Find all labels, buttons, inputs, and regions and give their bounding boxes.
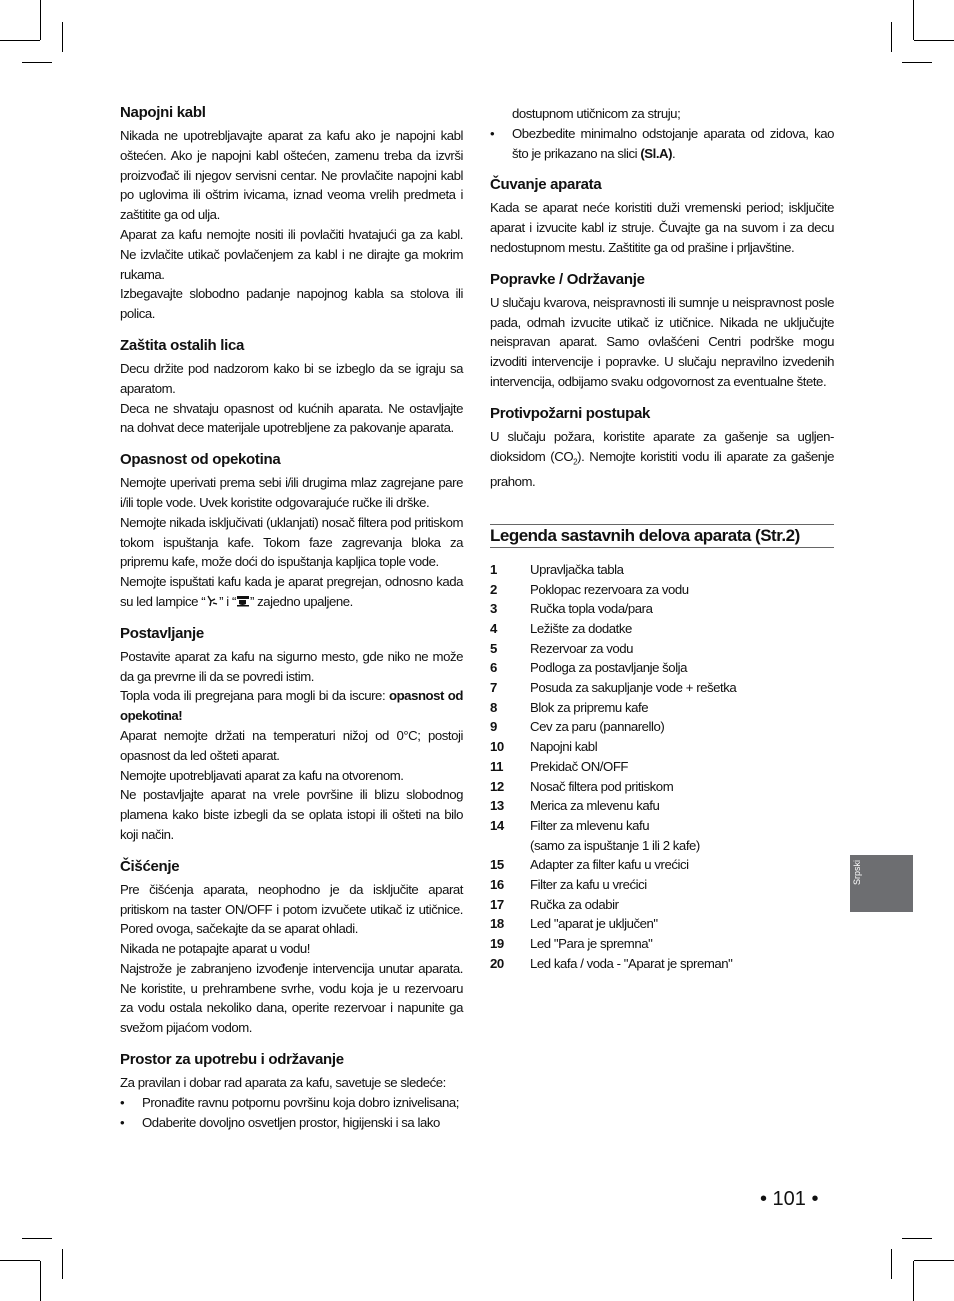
legend-number: 8: [490, 699, 497, 715]
legend-item: [490, 934, 834, 954]
section-heading: Zaštita ostalih lica: [120, 336, 245, 354]
section-ciscenje: [120, 858, 463, 1038]
text: ” i “: [219, 593, 236, 609]
legend-text: [530, 580, 834, 600]
paragraph: Postavite aparat za kafu na sigurno mesto, gde niko ne može da ga prevrne ili da se povredi istim.: [120, 648, 463, 684]
section-heading: Prostor za upotrebu i održavanje: [120, 1051, 344, 1069]
steam-icon: [205, 595, 219, 607]
list-item-continued: dostupnom utičnicom za struju;: [512, 106, 681, 121]
section-heading: Postavljanje: [120, 624, 204, 642]
section-protivpozarni: [490, 405, 834, 492]
section-heading: Čuvanje aparata: [490, 176, 602, 194]
left-column: [120, 104, 463, 1145]
legend-number: 11: [490, 758, 504, 774]
legend-text: [530, 678, 834, 698]
legend-label: Filter za mlevenu kafu: [530, 817, 650, 833]
legend-number: 10: [490, 739, 504, 755]
paragraph: Nemojte upotrebljavati aparat za kafu na otvorenom.: [120, 767, 404, 783]
legend-number: 19: [490, 936, 504, 952]
paragraph: Decu držite pod nadzorom kako bi se izbeglo da se igraju sa aparatom.: [120, 360, 463, 396]
crop-mark: [0, 1260, 40, 1261]
legend-item: [490, 639, 834, 659]
legend-label: Cev za paru (pannarello): [530, 719, 665, 735]
crop-mark: [913, 1261, 914, 1301]
legend-item: [490, 796, 834, 816]
bullet-list: [490, 124, 834, 164]
legend-number: 1: [490, 561, 497, 577]
warning-text: opasnost od opekotina!: [120, 688, 463, 724]
paragraph: Za pravilan i dobar rad aparata za kafu, savetuje se sledeće:: [120, 1075, 446, 1091]
paragraph: [120, 686, 463, 726]
crop-mark: [913, 0, 914, 40]
section-heading: Čišćenje: [120, 857, 180, 875]
legend-text: [530, 895, 834, 915]
section-heading: Protivpožarni postupak: [490, 404, 651, 422]
legend-text: [530, 737, 834, 757]
legend-label: Led kafa / voda - "Aparat je spreman": [530, 955, 733, 971]
text: ” zajedno upaljene.: [249, 593, 353, 609]
legend-number: 18: [490, 916, 504, 932]
legend-label: Ručka za odabir: [530, 896, 619, 912]
legend-label: Poklopac rezervoara za vodu: [530, 581, 689, 597]
legend-text: [530, 875, 834, 895]
figure-reference: (Sl.A): [640, 145, 673, 161]
legend-item: [490, 757, 834, 777]
paragraph: Nemojte nikada isključivati (uklanjati) nosač filtera pod pritiskom tokom ispuštanja kafe. Tokom faze zagrevanja bloka za pripremu kafe, može doći do ispuštanja kapljica tople vode.: [120, 514, 463, 570]
bullet-list: [120, 1093, 463, 1133]
legend-number: 2: [490, 581, 497, 597]
legend-label: Rezervoar za vodu: [530, 640, 634, 656]
legend-number: 5: [490, 640, 497, 656]
legend-number: 6: [490, 660, 497, 676]
legend-number: 16: [490, 877, 504, 893]
legend-item: [490, 619, 834, 639]
paragraph: Aparat za kafu nemojte nositi ili povlačiti hvatajući ga za kabl. Ne izvlačite utikač povlačenjem za kabl i ne dirajte ga mokrim rukama.: [120, 226, 463, 282]
legend-item: [490, 678, 834, 698]
crop-mark: [62, 22, 63, 52]
page-number: • 101 •: [760, 1188, 819, 1210]
legend-text: [530, 934, 834, 954]
legend-number: 7: [490, 680, 497, 696]
legend-number: 13: [490, 798, 504, 814]
section-heading: Popravke / Održavanje: [490, 270, 645, 288]
legend-item: [490, 895, 834, 915]
legend-label: Blok za pripremu kafe: [530, 699, 649, 715]
legend-label: Led "aparat je uključen": [530, 916, 658, 932]
list-item: • Odaberite dovoljno osvetljen prostor, higijenski i sa lako: [120, 1113, 463, 1133]
language-label: Srpski: [852, 859, 862, 885]
paragraph: Ne postavljajte aparat na vrele površine ili blizu slobodnog plamena kako biste izbegli da se oplata istopi ili ošteti na bilo koji način.: [120, 787, 463, 842]
paragraph: Deca ne shvataju opasnost od kućnih aparata. Ne ostavljajte na dohvat dece materijale upotrebljene za pakovanje aparata.: [120, 400, 463, 436]
legend-text: [530, 796, 834, 816]
legend-number: 20: [490, 955, 504, 971]
legend-label: Upravljačka tabla: [530, 561, 624, 577]
crop-mark: [0, 40, 40, 41]
crop-mark: [902, 62, 932, 63]
legend-label-note: (samo za ispuštanje 1 ili 2 kafe): [530, 837, 700, 853]
legend-list: [490, 560, 834, 974]
paragraph: U slučaju kvarova, neispravnosti ili sumnje u neispravnost posle pada, odmah izvucite utikač iz utičnice. Nikada ne uključujte neispravan aparat. Samo ovlašćeni Centri podrške mogu izvoditi intervencije i popravke. U slučaju nepravilno izvedenih intervencija, odbijamo svaku odgovornost za eventualne štete.: [490, 294, 834, 389]
legend-label: Adapter za filter kafu u vrećici: [530, 857, 689, 873]
legend-text: [530, 560, 834, 580]
paragraph: Pre čišćenja aparata, neophodno je da isključite aparat pritiskom na taster ON/OFF i potom izvučete utikač iz utičnice. Pored ovoga, sačekajte da se aparat ohladi.: [120, 881, 463, 937]
section-heading: Napojni kabl: [120, 104, 206, 121]
crop-mark: [62, 1249, 63, 1279]
legend-label: Merica za mlevenu kafu: [530, 798, 660, 814]
paragraph: Izbegavajte slobodno padanje napojnog kabla sa stolova ili polica.: [120, 286, 463, 322]
crop-mark: [891, 22, 892, 52]
section-opekotine: [120, 451, 463, 612]
crop-mark: [902, 1238, 932, 1239]
crop-mark: [914, 1260, 954, 1261]
legend-text: [530, 717, 834, 737]
subscript: 2: [573, 457, 578, 467]
paragraph: Nikada ne upotrebljavajte aparat za kafu ako je napojni kabl oštećen. Ako je napojni kabl oštećen, zamenu treba da izvrši proizvođač ili njegov servisni centar. Ne provlačite napojni kabl po uglovima ili oštrim ivicama, iznad veoma vrelih predmeta i zaštitite ga od ulja.: [120, 128, 463, 223]
right-column: [490, 104, 834, 974]
legend-number: 3: [490, 601, 497, 617]
language-tab: [850, 855, 913, 912]
text: U slučaju požara, koristite aparate za gašenje sa ugljen-dioksidom (CO: [490, 428, 834, 464]
legend-text: [530, 658, 834, 678]
legend-text: [530, 619, 834, 639]
legend-text: [530, 698, 834, 718]
legend-text: [530, 855, 834, 875]
crop-mark: [22, 1238, 52, 1239]
paragraph: Aparat nemojte držati na temperaturi nižoj od 0°C; postoji opasnost da led ošteti aparat.: [120, 727, 463, 763]
legend-label: Ručka topla voda/para: [530, 601, 653, 617]
legend-label: Led "Para je spremna": [530, 936, 653, 952]
section-popravke: [490, 271, 834, 392]
bullet-continuation: [490, 104, 834, 163]
paragraph: Nemojte uperivati prema sebi i/ili drugima mlaz zagrejane pare i/ili tople vode. Uvek koristite odgovarajuće ručke ili drške.: [120, 475, 463, 510]
legend-item: [490, 698, 834, 718]
legend-item: [490, 658, 834, 678]
section-postavljanje: [120, 625, 463, 845]
legend-text: [530, 599, 834, 619]
legend-number: 17: [490, 896, 504, 912]
legend-item: [490, 580, 834, 600]
legend-number: 4: [490, 620, 497, 636]
legend-label: Ležište za dodatke: [530, 620, 632, 636]
legend-label: Prekidač ON/OFF: [530, 758, 629, 774]
section-cuvanje: [490, 176, 834, 257]
crop-mark: [40, 0, 41, 40]
list-item: [490, 124, 834, 164]
legend-number: 14: [490, 817, 504, 833]
text: Nemojte ispuštati kafu kada je aparat pregrejan, odnosno kada su led lampice “: [120, 574, 463, 609]
paragraph: [120, 572, 463, 612]
paragraph: Nikada ne potapajte aparat u vodu!: [120, 941, 310, 957]
legend-item: [490, 816, 834, 855]
legend-title: Legenda sastavnih delova aparata (Str.2): [490, 524, 834, 548]
crop-mark: [914, 40, 954, 41]
list-item: • Pronađite ravnu potpornu površinu koja dobro iznivelisana;: [120, 1093, 463, 1113]
legend-label: Filter za kafu u vrećici: [530, 877, 647, 893]
legend-label: Posuda za sakupljanje vode + rešetka: [530, 680, 737, 696]
legend-item: [490, 855, 834, 875]
text: ). Nemojte koristiti vodu ili aparate za gašenje prahom.: [490, 448, 835, 489]
legend-item: [490, 777, 834, 797]
legend-number: 15: [490, 857, 504, 873]
paragraph: [490, 427, 834, 492]
coffee-cup-icon: [236, 595, 250, 607]
legend-text: [530, 639, 834, 659]
legend-item: [490, 954, 834, 974]
legend-label: Nosač filtera pod pritiskom: [530, 778, 674, 794]
legend-number: 9: [490, 719, 497, 735]
crop-mark: [22, 62, 52, 63]
legend-text: [530, 816, 834, 855]
paragraph: Kada se aparat neće koristiti duži vremenski period; isključite aparat i izvucite kabl iz struje. Čuvajte ga na suvom i za decu nedostupnom mestu. Zaštitite ga od prašine i prljavštine.: [490, 200, 834, 255]
crop-mark: [891, 1249, 892, 1279]
legend-text: [530, 777, 834, 797]
legend-item: [490, 560, 834, 580]
legend-text: [530, 954, 834, 974]
legend-text: [530, 757, 834, 777]
legend-label: Podloga za postavljanje šolja: [530, 660, 688, 676]
legend-label: Napojni kabl: [530, 739, 598, 755]
legend-text: [530, 914, 834, 934]
legend-number: 12: [490, 778, 504, 794]
section-heading: Opasnost od opekotina: [120, 451, 281, 469]
paragraph: Najstrože je zabranjeno izvođenje intervencija unutar aparata. Ne koristite, u prehrambene svrhe, vodu koja je u rezervoaru za vodu ostala nekoliko dana, operite rezervoar i napunite ga svežom pijaćom vodom.: [120, 960, 463, 1036]
legend-item: [490, 737, 834, 757]
legend-item: [490, 914, 834, 934]
text: .: [672, 145, 676, 161]
crop-mark: [40, 1261, 41, 1301]
section-napojni-kabl: [120, 104, 463, 324]
legend-item: [490, 599, 834, 619]
section-zastita: [120, 337, 463, 438]
legend-item: [490, 875, 834, 895]
legend-item: [490, 717, 834, 737]
section-prostor: [120, 1051, 463, 1132]
text: Topla voda ili pregrejana para mogli bi da iscure:: [120, 688, 389, 704]
text: Obezbedite minimalno odstojanje aparata od zidova, kao što je prikazano na slici: [512, 125, 834, 161]
